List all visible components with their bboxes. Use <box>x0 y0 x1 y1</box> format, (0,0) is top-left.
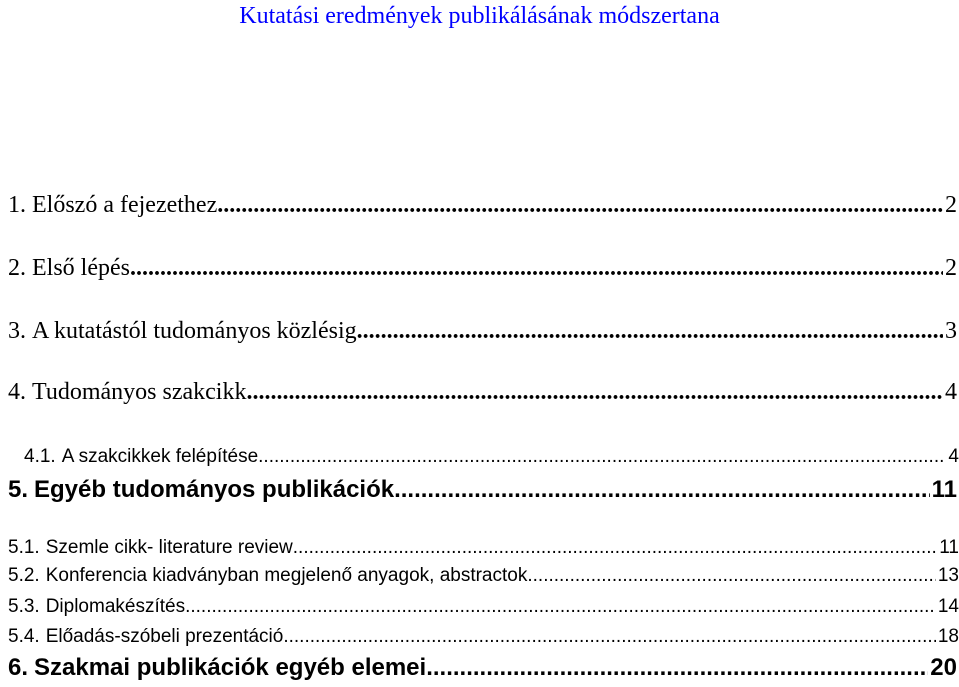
toc-entry-title: Első lépés <box>32 255 130 281</box>
toc-leader-dots <box>185 596 936 618</box>
toc-entry-number: 5. <box>8 476 29 503</box>
toc-leader-dots <box>527 565 936 587</box>
toc-entry-number: 5.2. <box>8 565 40 586</box>
toc-leader-dots <box>217 192 943 219</box>
toc-leader-dots <box>283 626 936 648</box>
toc-entry-number: 3. <box>8 318 26 344</box>
toc-entry-title: Tudományos szakcikk <box>32 379 247 405</box>
toc-entry-5-2[interactable] <box>0 565 959 587</box>
toc-entry-page: 20 <box>930 654 957 681</box>
toc-entry-page: 3 <box>945 318 957 344</box>
toc-entry-number: 2. <box>8 255 26 281</box>
toc-leader-dots <box>357 318 943 345</box>
toc-entry-title: Előszó a fejezethez <box>32 192 218 218</box>
toc-entry-6[interactable] <box>0 654 959 682</box>
toc-entry-title: A szakcikkek felépítése <box>61 446 259 467</box>
toc-entry-number: 6. <box>8 654 29 681</box>
toc-entry-page: 11 <box>931 476 957 503</box>
document-title: Kutatási eredmények publikálásának módszertana <box>239 3 720 29</box>
toc-entry-title: Diplomakészítés <box>45 596 186 617</box>
toc-entry-number: 1. <box>8 192 26 218</box>
toc-leader-dots <box>293 537 937 559</box>
toc-entry-1[interactable] <box>0 192 959 219</box>
toc-entry-page: 2 <box>945 192 957 218</box>
toc-entry-page: 2 <box>945 255 957 281</box>
toc-leader-dots <box>130 255 943 282</box>
toc-leader-dots <box>394 476 930 504</box>
toc-entry-page: 18 <box>937 626 959 647</box>
toc-entry-number: 5.4. <box>8 626 40 647</box>
toc-leader-dots <box>426 654 928 682</box>
toc-entry-page: 4 <box>945 379 957 405</box>
toc-entry-5[interactable] <box>0 476 959 504</box>
toc-entry-title: Szakmai publikációk egyéb elemei <box>34 654 427 681</box>
toc-entry-2[interactable] <box>0 255 959 282</box>
toc-entry-title: Konferencia kiadványban megjelenő anyagok, abstractok <box>45 565 528 586</box>
toc-entry-page: 4 <box>948 446 959 467</box>
toc-entry-number: 5.3. <box>8 596 40 617</box>
toc-entry-title: Egyéb tudományos publikációk <box>34 476 395 503</box>
toc-entry-number: 5.1. <box>8 537 40 558</box>
toc-entry-number: 4. <box>8 379 26 405</box>
toc-leader-dots <box>258 446 946 468</box>
toc-entry-3[interactable] <box>0 318 959 345</box>
toc-entry-page: 11 <box>939 537 959 558</box>
toc-entry-5-4[interactable] <box>0 626 959 648</box>
toc-entry-number: 4.1. <box>24 446 56 467</box>
toc-entry-4[interactable] <box>0 379 959 406</box>
toc-entry-title: Szemle cikk- literature review <box>45 537 293 558</box>
toc-leader-dots <box>246 379 943 406</box>
toc-entry-page: 14 <box>937 596 959 617</box>
toc-entry-5-3[interactable] <box>0 596 959 618</box>
toc-entry-page: 13 <box>937 565 959 586</box>
toc-entry-title: Előadás-szóbeli prezentáció <box>45 626 284 647</box>
toc-entry-title: A kutatástól tudományos közlésig <box>32 318 357 344</box>
toc-entry-5-1[interactable] <box>0 537 959 559</box>
toc-entry-4-1[interactable] <box>0 446 959 468</box>
